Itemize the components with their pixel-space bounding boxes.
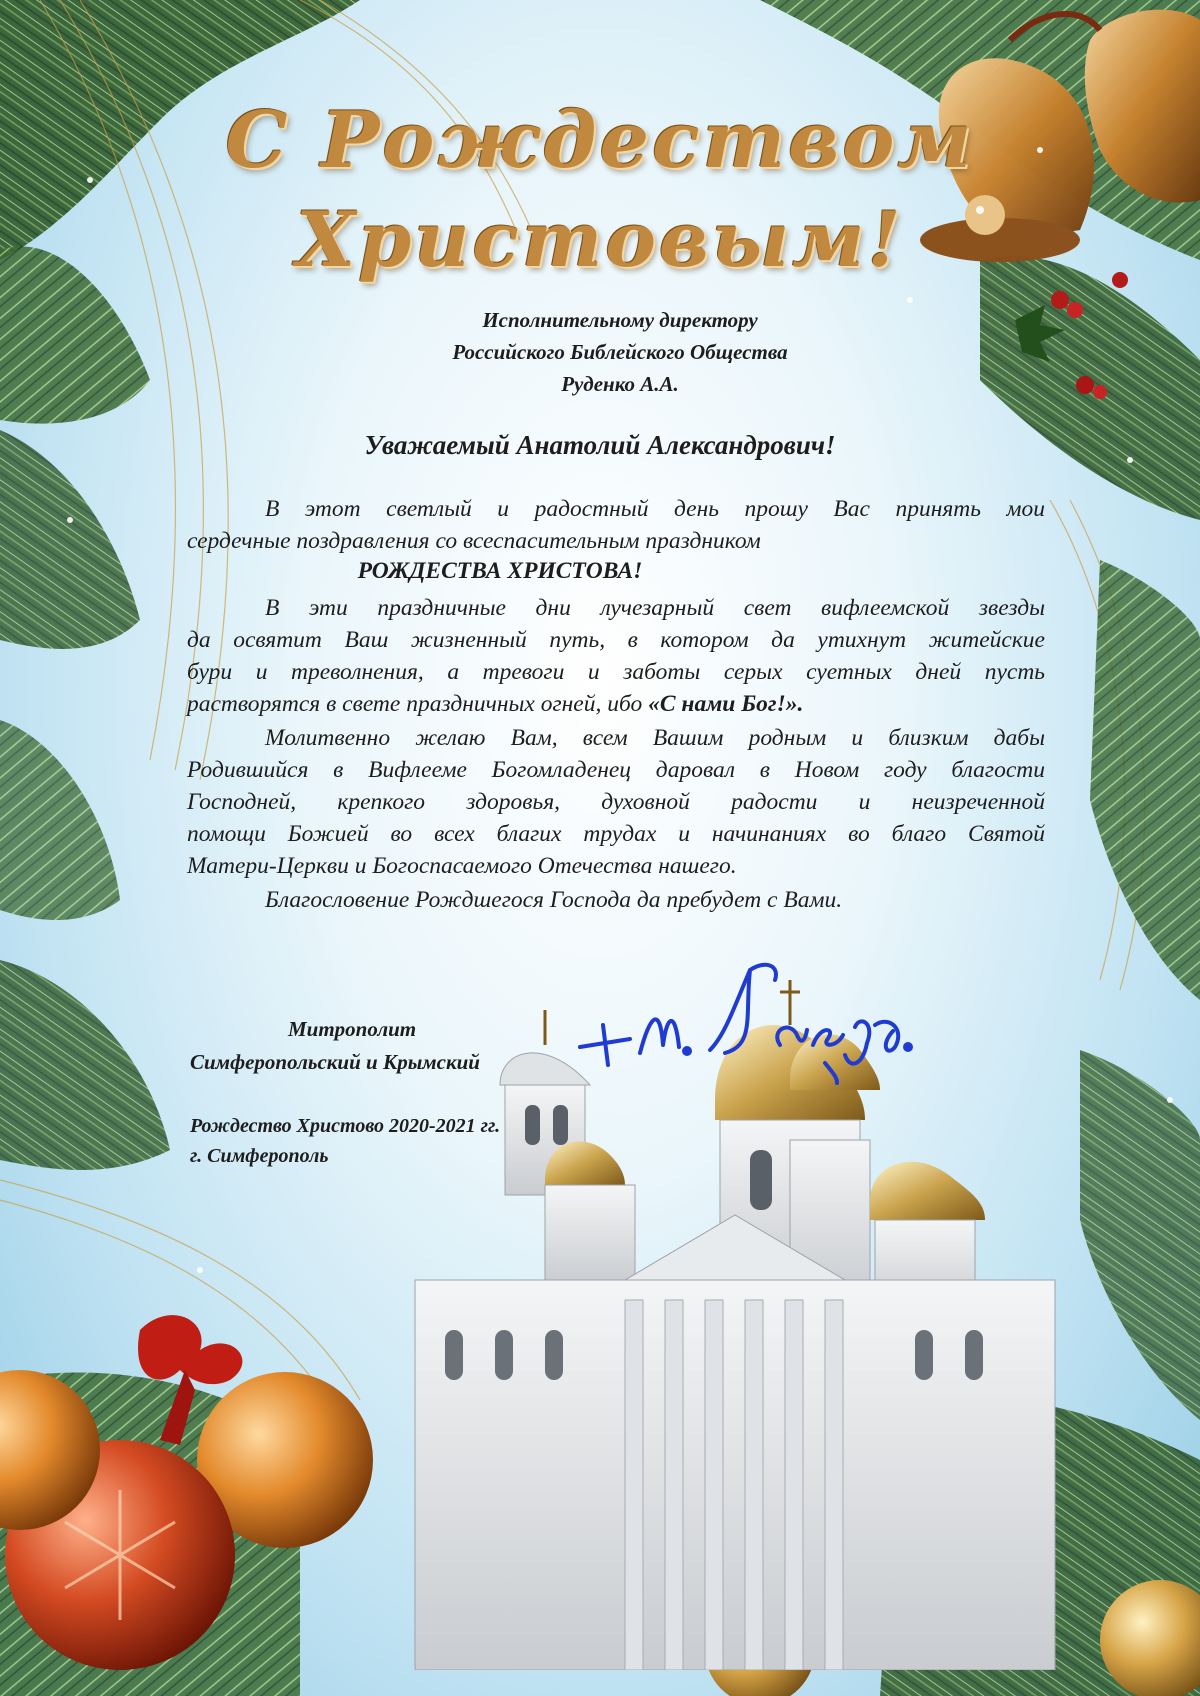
addressee-position: Исполнительному директору	[482, 308, 758, 332]
title-line-1: С Рождеством	[225, 95, 975, 186]
body-line: Матери-Церкви и Богоспасаемого Отечества нашего.	[187, 853, 737, 879]
body-line: да освятит Ваш жизненный путь, в котором да утихнут житейские	[187, 627, 1045, 653]
christmas-balls	[0, 1315, 373, 1670]
addressee-organization: Российского Библейского Общества	[452, 340, 788, 364]
body-line: Молитвенно желаю Вам, всем Вашим родным и близким дабы	[265, 725, 1045, 751]
body-line: сердечные поздравления со всеспасительным праздником	[187, 528, 761, 554]
salutation: Уважаемый Анатолий Александрович!	[364, 430, 836, 460]
date-line: Рождество Христово 2020-2021 гг.	[190, 1115, 501, 1137]
place-line: г. Симферополь	[190, 1145, 329, 1167]
body-line: Благословение Рождшегося Господа да пребудет с Вами.	[265, 887, 843, 913]
body-line	[187, 688, 1045, 720]
body-line: Господней, крепкого здоровья, духовной радости и неизреченной	[187, 789, 1045, 815]
body-line: В этот светлый и радостный день прошу Вас принять мои	[265, 496, 1045, 522]
addressee-name: Руденко А.А.	[561, 372, 679, 396]
body-line: бури и треволнения, а тревоги и заботы серых суетных дней пусть	[187, 659, 1045, 685]
signatory-see: Симферопольский и Крымский	[190, 1050, 480, 1074]
body-line: помощи Божией во всех благих трудах и начинаниях во благо Святой	[187, 821, 1045, 847]
body-bold-line: РОЖДЕСТВА ХРИСТОВА!	[357, 558, 643, 584]
body-quote: «С нами Бог!».	[648, 691, 804, 717]
body-text: растворятся в свете праздничных огней, ибо	[187, 691, 649, 717]
handwritten-signature	[575, 935, 945, 1085]
title-line-2: Христовым!	[296, 195, 904, 284]
body-line: В эти праздничные дни лучезарный свет вифлеемской звезды	[265, 595, 1045, 621]
signatory-title: Митрополит	[288, 1017, 417, 1041]
body-line: Родившийся в Вифлееме Богомладенец даровал в Новом году благости	[187, 757, 1045, 783]
